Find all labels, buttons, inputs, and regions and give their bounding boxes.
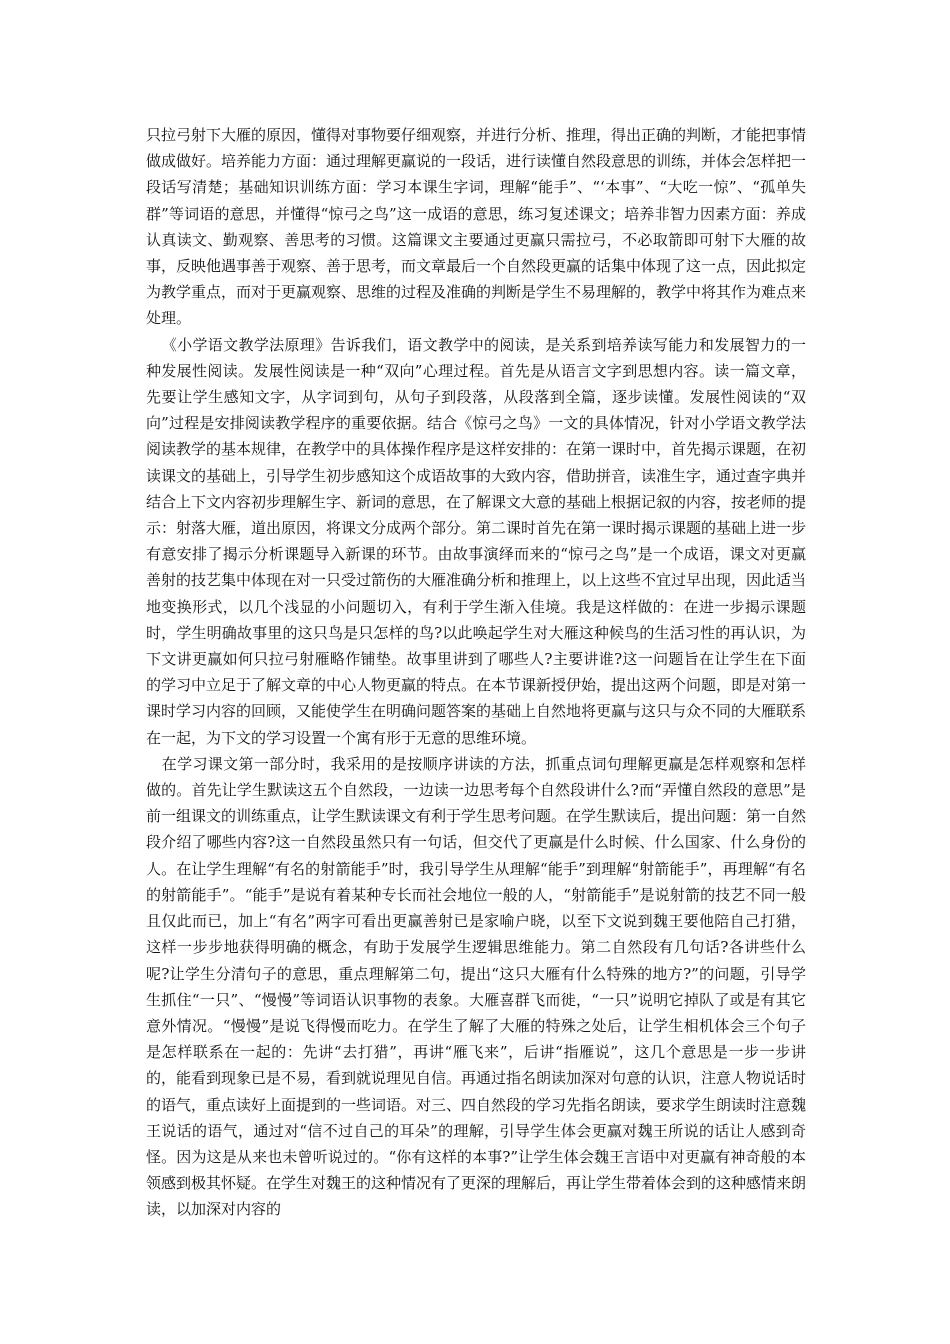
paragraph-3: 在学习课文第一部分时，我采用的是按顺序讲读的方法，抓重点词句理解更赢是怎样观察和怎样做的。首先让学生默读这五个自然段，一边读一边思考每个自然段讲什么?而“弄懂自然段的意思”是前一组课文的训练重点，让学生默读课文有利于学生思考问题。在学生默读后，提出问题：第一自然段介绍了哪些内容?这一自然段虽然只有一句话，但交代了更赢是什么时候、什么国家、什么身份的人。在让学生理解“有名的射箭能手”时，我引导学生从理解“能手”到理解“射箭能手”，再理解“有名的射箭能手”。“能手”是说有着某种专长而社会地位一般的人，“射箭能手”是说射箭的技艺不同一般且仅此而已，加上“有名”两字可看出更赢善射已是家喻户晓，以至下文说到魏王要他陪自己打猎，这样一步步地获得明确的概念，有助于发展学生逻辑思维能力。第二自然段有几句话?各讲些什么呢?让学生分清句子的意思，重点理解第二句，提出“这只大雁有什么特殊的地方?”的问题，引导学生抓住“一只”、“慢慢”等词语认识事物的表象。大雁喜群飞而徙，“一只”说明它掉队了或是有其它意外情况。“慢慢”是说飞得慢而吃力。在学生了解了大雁的特殊之处后，让学生相机体会三个句子是怎样联系在一起的：先讲“去打猎”，再讲“雁飞来”，后讲“指雁说”，这几个意思是一步一步讲的，能看到现象已是不易，看到就说理见自信。再通过指名朗读加深对句意的认识，注意人物说话时的语气，重点读好上面提到的一些词语。对三、四自然段的学习先指名朗读，要求学生朗读时注意魏王说话的语气，通过对“信不过自己的耳朵”的理解，引导学生体会更赢对魏王所说的话让人感到奇怪。因为这是从来也未曾听说过的。“你有这样的本事?”让学生体会魏王言语中对更赢有神奇般的本领感到极其怀疑。在学生对魏王的这种情况有了更深的理解后，再让学生带着体会到的这种感情来朗读，以加深对内容的 (146, 754, 807, 1219)
document-page (146, 122, 806, 1223)
paragraph-1: 只拉弓射下大雁的原因，懂得对事物要仔细观察，并进行分析、推理，得出正确的判断，才能把事情做成做好。培养能力方面：通过理解更赢说的一段话，进行读懂自然段意思的训练，并体会怎样把一段话写清楚；基础知识训练方面：学习本课生字词，理解“能手”、“‘本事”、“大吃一惊”、“孤单失群”等词语的意思，并懂得“惊弓之鸟”这一成语的意思，练习复述课文；培养非智力因素方面：养成认真读文、勤观察、善思考的习惯。这篇课文主要通过更赢只需拉弓，不必取箭即可射下大雁的故事，反映他遇事善于观察、善于思考，而文章最后一个自然段更赢的话集中体现了这一点，因此拟定为教学重点，而对于更赢观察、思维的过程及准确的判断是学生不易理解的，教学中将其作为难点来处理。 (146, 126, 807, 328)
paragraph-2: 《小学语文教学法原理》告诉我们，语文教学中的阅读，是关系到培养读写能力和发展智力的一种发展性阅读。发展性阅读是一种“双向”心理过程。首先是从语言文字到思想内容。读一篇文章，先要让学生感知文字，从字词到句，从句子到段落，从段落到全篇，逐步读懂。发展性阅读的“双向”过程是安排阅读教学程序的重要依据。结合《惊弓之鸟》一文的具体情况，针对小学语文教学法阅读教学的基本规律，在教学中的具体操作程序是这样安排的：在第一课时中，首先揭示课题，在初读课文的基础上，引导学生初步感知这个成语故事的大致内容，借助拼音，读准生字，通过查字典并结合上下文内容初步理解生字、新词的意思，在了解课文大意的基础上根据记叙的内容，按老师的提示：射落大雁，道出原因，将课文分成两个部分。第二课时首先在第一课时揭示课题的基础上进一步有意安排了揭示分析课题导入新课的环节。由故事演绎而来的“惊弓之鸟”是一个成语，课文对更赢善射的技艺集中体现在对一只受过箭伤的大雁准确分析和推理上，以上这些不宜过早出现，因此适当地变换形式，以几个浅显的小问题切入，有利于学生渐入佳境。我是这样做的：在进一步揭示课题时，学生明确故事里的这只鸟是只怎样的鸟?以此唤起学生对大雁这种候鸟的生活习性的再认识，为下文讲更赢如何只拉弓射雁略作铺垫。故事里讲到了哪些人?主要讲谁?这一问题旨在让学生在下面的学习中立足于了解文章的中心人物更赢的特点。在本节课新授伊始，提出这两个问题，即是对第一课时学习内容的回顾，又能使学生在明确问题答案的基础上自然地将更赢与这只与众不同的大雁联系在一起，为下文的学习设置一个寓有形于无意的思维环境。 (146, 335, 807, 747)
